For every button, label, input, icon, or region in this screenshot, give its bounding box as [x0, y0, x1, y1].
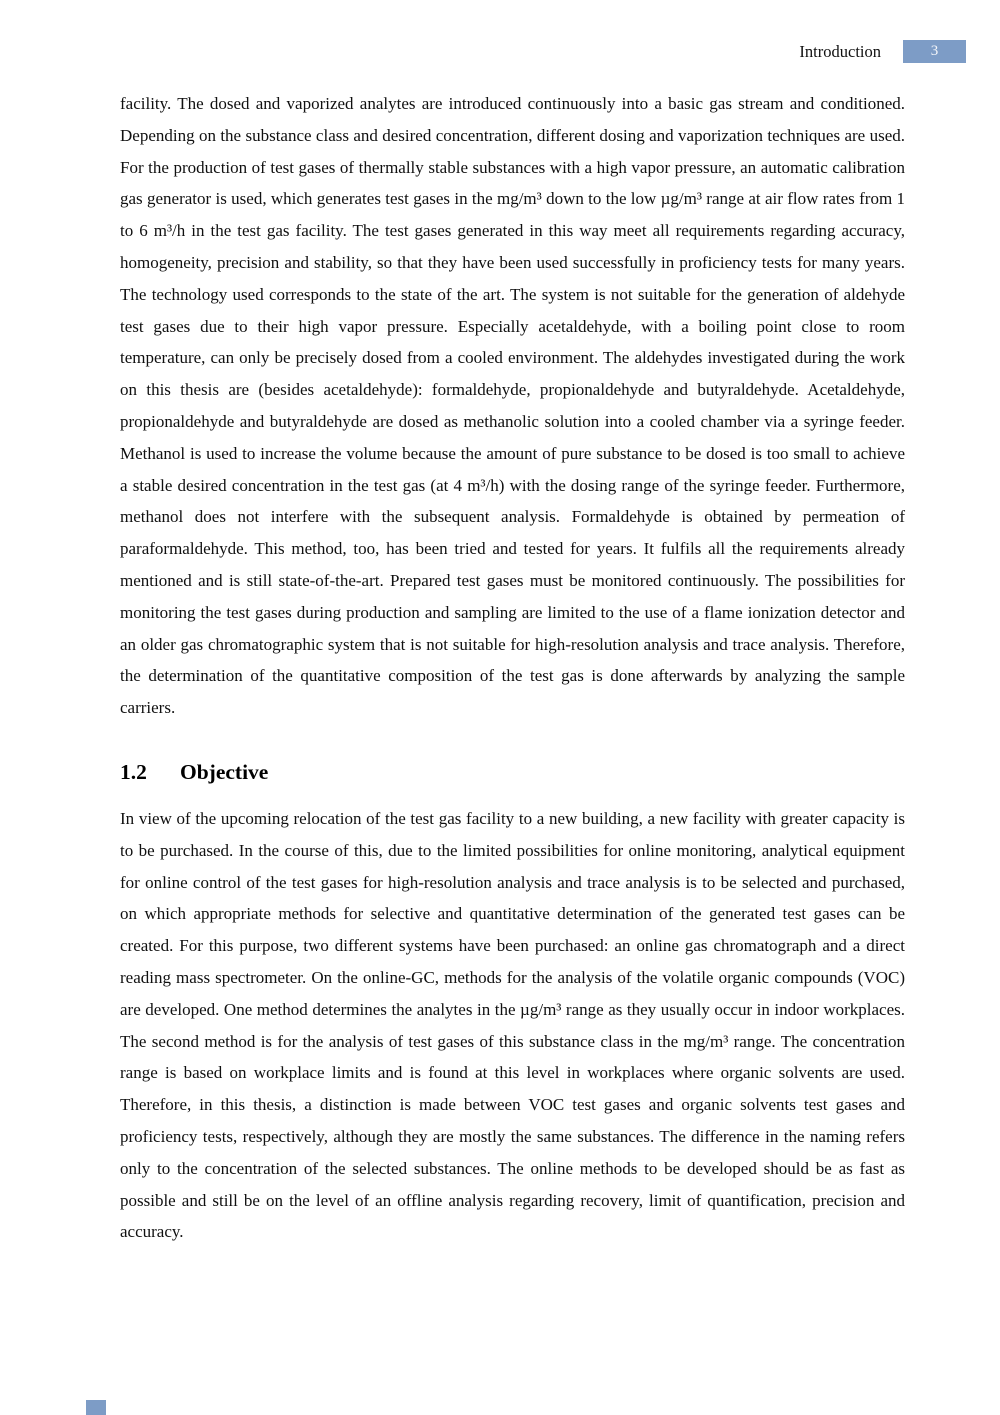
paragraph-objective: In view of the upcoming relocation of the test gas facility to a new building, a new facility with greater capacity is to be purchased. In the course of this, due to the limited possibilities for online monitoring, analytical equipment for online control of the test gases for high-resolution analysis and trace analysis is to be selected and purchased, on which appropriate methods for selective and quantitative determination of the generated test gases can be created. For this purpose, two different systems have been purchased: an online gas chromatograph and a direct reading mass spectrometer. On the online-GC, methods for the analysis of the volatile organic compounds (VOC) are developed. One method determines the analytes in the µg/m³ range as they usually occur in indoor workplaces. The second method is for the analysis of test gases of this substance class in the mg/m³ range. The concentration range is based on workplace limits and is found at this level in workplaces where organic solvents are used. Therefore, in this thesis, a distinction is made between VOC test gases and organic solvents test gases and proficiency tests, respectively, although they are mostly the same substances. The difference in the naming refers only to the concentration of the selected substances. The online methods to be developed should be as fast as possible and still be on the level of an offline analysis regarding recovery, limit of quantification, precision and accuracy.	[120, 808, 905, 1242]
footer-accent-mark	[86, 1400, 106, 1415]
page-number: 3	[930, 43, 939, 59]
section-title: Objective	[180, 759, 269, 784]
section-heading	[120, 760, 905, 785]
page-number-badge	[903, 40, 966, 63]
paragraph-introduction-continued: facility. The dosed and vaporized analytes are introduced continuously into a basic gas stream and conditioned. Depending on the substance class and desired concentration, different dosing and vaporization techniques are used. For the production of test gases of thermally stable substances with a high vapor pressure, an automatic calibration gas generator is used, which generates test gases in the mg/m³ down to the low µg/m³ range at air flow rates from 1 to 6 m³/h in the test gas facility. The test gases generated in this way meet all requirements regarding accuracy, homogeneity, precision and stability, so that they have been used successfully in proficiency tests for many years. The technology used corresponds to the state of the art. The system is not suitable for the generation of aldehyde test gases due to their high vapor pressure. Especially acetaldehyde, with a boiling point close to room temperature, can only be precisely dosed from a cooled environment. The aldehydes investigated during the work on this thesis are (besides acetaldehyde): formaldehyde, propionaldehyde and butyraldehyde. Acetaldehyde, propionaldehyde and butyraldehyde are dosed as methanolic solution into a cooled chamber via a syringe feeder. Methanol is used to increase the volume because the amount of pure substance to be dosed is too small to achieve a stable desired concentration in the test gas (at 4 m³/h) with the dosing range of the syringe feeder. Furthermore, methanol does not interfere with the subsequent analysis. Formaldehyde is obtained by permeation of paraformaldehyde. This method, too, has been tried and tested for years. It fulfils all the requirements already mentioned and is still state-of-the-art. Prepared test gases must be monitored continuously. The possibilities for monitoring the test gases during production and sampling are limited to the use of a flame ionization detector and an older gas chromatographic system that is not suitable for high-resolution analysis and trace analysis. Therefore, the determination of the quantitative composition of the test gas is done afterwards by analyzing the sample carriers.	[120, 94, 905, 718]
running-header-title: Introduction	[799, 41, 881, 61]
section-number: 1.2	[120, 759, 147, 784]
page-header	[799, 40, 966, 63]
document-body	[120, 88, 905, 1248]
